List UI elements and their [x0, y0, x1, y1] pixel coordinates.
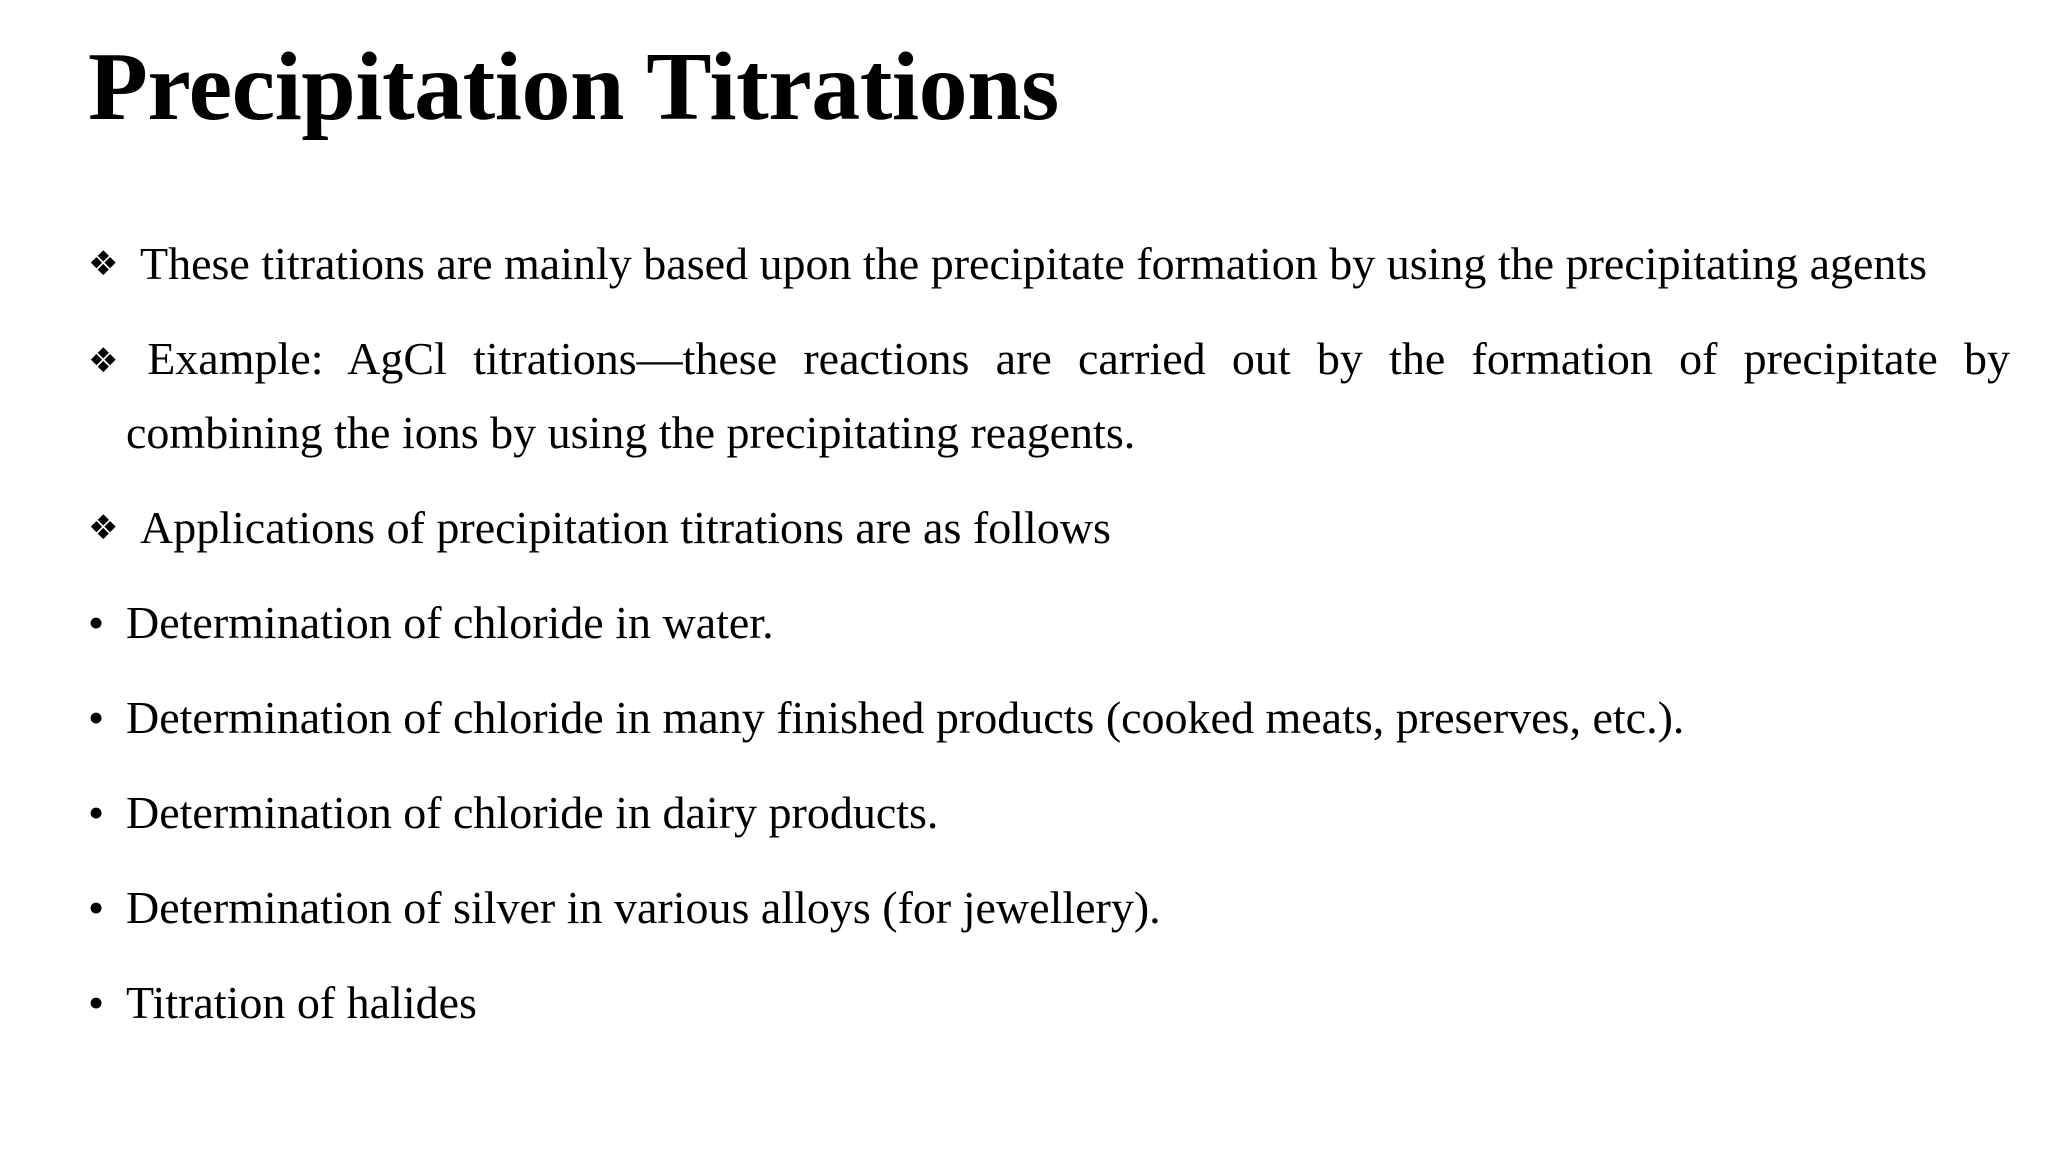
application-item-5 — [88, 967, 2010, 1039]
intro-item-text: Example: AgCl titrations—these reactions are carried out by the formation of precipitate by combining the ions by using the precipitating reagents. — [126, 333, 2010, 458]
bullet-dot-icon: • — [88, 597, 105, 648]
bullet-dot-icon: • — [88, 787, 105, 838]
application-item-text: Titration of halides — [126, 977, 477, 1028]
slide-content — [88, 228, 2010, 1062]
intro-item-1 — [88, 228, 2010, 300]
application-item-text: Determination of chloride in many finished products (cooked meats, preserves, etc.). — [126, 692, 1685, 743]
intro-item-3 — [88, 492, 2010, 564]
diamond-bullet-icon: ❖ — [88, 508, 119, 548]
application-item-2 — [88, 682, 2010, 754]
intro-item-2 — [88, 323, 2010, 469]
intro-item-text: These titrations are mainly based upon the precipitate formation by using the precipitating agents — [140, 238, 1928, 289]
application-item-1 — [88, 587, 2010, 659]
application-item-text: Determination of chloride in dairy products. — [126, 787, 939, 838]
application-item-text: Determination of silver in various alloys (for jewellery). — [126, 882, 1161, 933]
slide-title: Precipitation Titrations — [88, 33, 1059, 141]
diamond-bullet-icon: ❖ — [88, 244, 119, 284]
application-item-text: Determination of chloride in water. — [126, 597, 774, 648]
bullet-dot-icon: • — [88, 692, 105, 743]
application-item-3 — [88, 777, 2010, 849]
bullet-dot-icon: • — [88, 977, 105, 1028]
application-item-4 — [88, 872, 2010, 944]
diamond-bullet-icon: ❖ — [88, 341, 134, 381]
bullet-dot-icon: • — [88, 882, 105, 933]
intro-item-text: Applications of precipitation titrations are as follows — [140, 502, 1111, 553]
